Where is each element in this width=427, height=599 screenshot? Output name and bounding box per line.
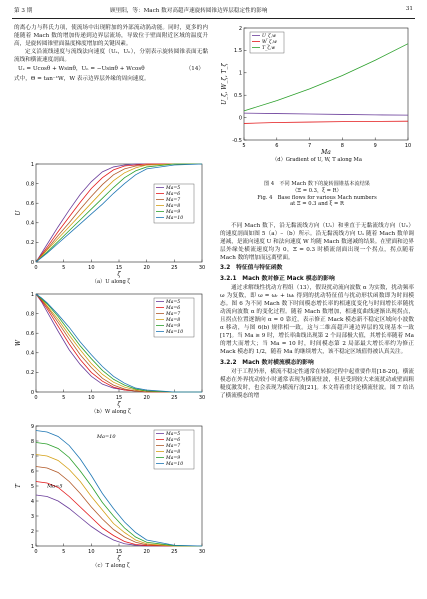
x-tick-label: 15 — [115, 265, 123, 271]
running-title: 顾里阳，等：Mach 数对高超声速旋转圆锥边界层稳定性的影响 — [110, 8, 268, 14]
figure-d — [220, 24, 414, 163]
y-tick-label: 0.8 — [26, 311, 34, 318]
fig4-caption-cn-params: （Ξ = 0.3，ξ = R） — [292, 188, 342, 194]
x-tick-label: 20 — [143, 395, 150, 401]
legend-label: Ma=7 — [166, 444, 181, 449]
series-line-ma7 — [36, 467, 202, 547]
y-tick-label: 6 — [30, 468, 34, 475]
legend-label: Ma=7 — [166, 312, 181, 317]
series-line-uw — [244, 113, 408, 115]
y-tick-label: 9 — [30, 423, 34, 430]
figure-d-caption: （d）Gradient of U, W, T along Ma — [272, 157, 362, 163]
page-number: 31 — [405, 6, 413, 12]
legend-label: W_ζ,w — [262, 40, 277, 45]
right-column-text — [220, 222, 414, 400]
x-tick-label: 5 — [62, 549, 66, 555]
legend-label: T_ζ,w — [262, 46, 276, 51]
y-tick-label: 0 — [30, 389, 34, 396]
legend-label: Ma=5 — [166, 300, 181, 305]
legend-label: Ma=9 — [166, 456, 181, 461]
equation-body: Uₛ = Ucosθ + Wsinθ，Uₙ = −Usinθ + Wcosθ — [18, 66, 145, 73]
x-tick-label: 0 — [34, 549, 38, 555]
figure-a — [14, 160, 208, 285]
legend-label: Ma=6 — [166, 438, 181, 443]
legend-label: Ma=10 — [166, 462, 184, 467]
x-tick-label: 0 — [34, 265, 38, 271]
fig4-caption-en-params: at Ξ = 0.3 and ξ = R — [290, 201, 344, 207]
fig4-caption-cn: 图 4 不同 Mach 数下的旋转圆锥基本流结果 — [264, 181, 370, 187]
y-tick-label: 0.5 — [234, 93, 242, 99]
section-heading: 3.2 特征值与特征函数 — [220, 265, 283, 272]
figure-b — [14, 290, 208, 415]
y-tick-label: 4 — [30, 498, 34, 505]
figure-c — [14, 422, 208, 569]
y-axis-label: U — [15, 210, 22, 216]
equation-number: （14） — [185, 66, 204, 73]
y-tick-label: 0.2 — [26, 240, 34, 247]
x-tick-label: 30 — [198, 549, 206, 555]
x-axis-label: Ma — [321, 149, 331, 156]
chart-u-along-zeta — [14, 160, 208, 278]
x-tick-label: 30 — [198, 395, 206, 401]
equation-14 — [14, 65, 208, 73]
legend-label: Ma=5 — [166, 186, 181, 191]
x-axis-label: ζ — [117, 555, 121, 562]
y-tick-label: 1 — [238, 70, 242, 77]
x-tick-label: 5 — [62, 265, 66, 271]
x-tick-label: 15 — [115, 395, 123, 401]
chart-gradients-along-ma — [220, 24, 414, 156]
x-tick-label: 10 — [404, 143, 412, 149]
y-axis-label: U_ζ, W_ζ, T_ζ — [221, 63, 228, 105]
issue-number: 第 3 期 — [14, 8, 33, 14]
legend-label: Ma=5 — [166, 432, 181, 437]
y-tick-label: 0.6 — [26, 331, 34, 337]
y-tick-label: 0 — [238, 115, 242, 122]
header-rule — [12, 18, 415, 19]
y-tick-label: 0.4 — [26, 350, 34, 357]
legend-label: Ma=6 — [166, 192, 181, 197]
legend-label: Ma=8 — [166, 450, 181, 455]
chart-w-along-zeta — [14, 290, 208, 408]
y-tick-label: 1 — [30, 161, 34, 168]
x-axis-label: ζ — [117, 401, 121, 408]
x-tick-label: 20 — [143, 265, 150, 271]
figure-c-caption: （c）T along ζ — [92, 563, 130, 569]
y-tick-label: 0.4 — [26, 220, 34, 227]
legend-label: Ma=7 — [166, 198, 181, 203]
legend-label: Ma=6 — [166, 306, 181, 311]
paragraph: 对于工程外形，横流不稳定性通常在转捩过程中起重要作用[18-20]。横流模态在外界扰动较小时通常表现为横流驻波，但是受到较大来流扰动或壁面粗糙度激发时，也会表现为横流行波[21]。本文将着重讨论横流驻波。图 7 给出了横流模态的增 — [220, 368, 414, 399]
legend-label: U_ζ,w — [262, 34, 277, 39]
legend-label: Ma=10 — [166, 216, 184, 221]
x-tick-label: 9 — [373, 143, 377, 149]
inset-label-ma5: Ma=5 — [47, 483, 63, 490]
inset-label-ma10: Ma=10 — [96, 434, 116, 440]
y-axis-label: W — [15, 339, 22, 347]
x-tick-label: 5 — [242, 143, 246, 149]
x-tick-label: 10 — [88, 549, 95, 555]
legend-label: Ma=9 — [166, 324, 181, 329]
page-header — [0, 0, 427, 18]
figure-b-caption: （b）W along ζ — [91, 409, 131, 415]
series-line-ww — [244, 121, 408, 123]
x-tick-label: 20 — [143, 549, 150, 555]
y-tick-label: 2 — [30, 528, 34, 535]
x-tick-label: 25 — [171, 265, 178, 271]
series-line-tw — [244, 44, 408, 111]
x-tick-label: 8 — [340, 143, 344, 149]
y-tick-label: 1 — [30, 543, 34, 550]
legend-label: Ma=8 — [166, 204, 181, 209]
y-tick-label: -0.5 — [232, 137, 242, 144]
y-axis-label: T — [15, 483, 22, 489]
y-tick-label: 1.5 — [234, 48, 242, 55]
x-tick-label: 25 — [171, 395, 178, 401]
subsection-heading: 3.2.2 Mach 数对横流模态的影响 — [220, 359, 314, 366]
x-tick-label: 7 — [308, 143, 312, 149]
y-tick-label: 2 — [238, 25, 242, 32]
legend-label: Ma=8 — [166, 318, 181, 323]
x-tick-label: 15 — [115, 549, 123, 555]
y-tick-label: 0.6 — [26, 201, 34, 207]
figure-4-caption-block — [220, 180, 414, 207]
x-tick-label: 30 — [198, 265, 206, 271]
y-tick-label: 1 — [30, 291, 34, 298]
y-tick-label: 8 — [30, 438, 34, 445]
x-tick-label: 6 — [275, 143, 279, 149]
x-tick-label: 0 — [34, 395, 38, 401]
figure-a-caption: （a）U along ζ — [91, 279, 131, 285]
paragraph: 不同 Mach 数下，沿无黏流线方向（Uₛ）和垂直于无黏流线方向（Uₙ）的速度剖面如图 5（a）–（b）所示。沿无黏流线方向 Uₛ 随着 Mach 数单调递减，是流向速度 U 和法向速度 W 均随 Mach 数递减的结果。在壁面和边界层外缘处横流速度均为 0，Ξ = 0.3 时横流剖面出现一个拐点，拐点随着 Mach 数的增加而远离壁面。 — [220, 223, 414, 262]
series-line-ma6 — [36, 482, 202, 547]
left-column-text — [14, 24, 208, 83]
paragraph: 式中，Θ = tan⁻¹W，W 表示边界层外缘的周向速度。 — [14, 75, 150, 82]
y-tick-label: 0.8 — [26, 181, 34, 188]
legend-label: Ma=9 — [166, 210, 181, 215]
y-tick-label: 5 — [30, 483, 34, 490]
x-tick-label: 10 — [88, 265, 95, 271]
x-tick-label: 25 — [171, 549, 178, 555]
x-axis-label: ζ — [117, 271, 121, 278]
subsection-heading: 3.2.1 Mach 数对修正 Mack 模态的影响 — [220, 275, 335, 282]
y-tick-label: 7 — [30, 453, 34, 460]
legend-label: Ma=10 — [166, 330, 184, 335]
paragraph: 通过求解线性扰动方程组（13），假设扰动流向波数 α 为实数，扰动频率 ω 为复数，即 ω = ωᵣ + iωᵢ 得到的扰动特征值与扰动形状函数即为时间模态。图 6 为不同 Mach 数下时间模态增长率的相速度变化与时间增长率随扰动流向波数 α 的变化过程。随着 Mach 数增加，相速度曲线逐渐出现拐点，且拐点位置逐渐向 α = 0 靠近，表示修正 Mack 模态新不稳定区域向小波数 α 移动，与图 6(b) 规律相一致。这与二维高超声速边界层的发现基本一致[17]。当 Ma ≥ 9 时，增长率曲线出现第 2 个局部极大值，其增长率随着 Ma 的增大而增大；当 Ma = 10 时，时间模态第 2 局部最大增长率约为修正 Mack 模态的 1/2，随着 Ma 的继续增大，该不稳定区域值得被认真关注。 — [220, 284, 414, 356]
paragraph: 定义沿流线速度与流线法向速度（Uₛ，Uₙ），分别表示旋转圆锥表面无黏流线和横流速度剖面。 — [14, 49, 208, 64]
y-tick-label: 0 — [30, 259, 34, 266]
y-tick-label: 3 — [30, 513, 34, 520]
fig4-caption-en: Fig. 4 Base flows for various Mach numbers — [257, 195, 377, 201]
y-tick-label: 0.2 — [26, 370, 34, 377]
chart-t-along-zeta — [14, 422, 208, 562]
x-tick-label: 10 — [88, 395, 95, 401]
x-tick-label: 5 — [62, 395, 66, 401]
paragraph: 的离心力与科氏力项，使流场中出现附加的外部流动涡动能。同时，更多的内能随着 Mach 数的增加传递到边界层流场，导致位于壁面附近区域的温度升高，是旋转圆锥壁面温度梯度增加的关键因素。 — [14, 25, 208, 48]
